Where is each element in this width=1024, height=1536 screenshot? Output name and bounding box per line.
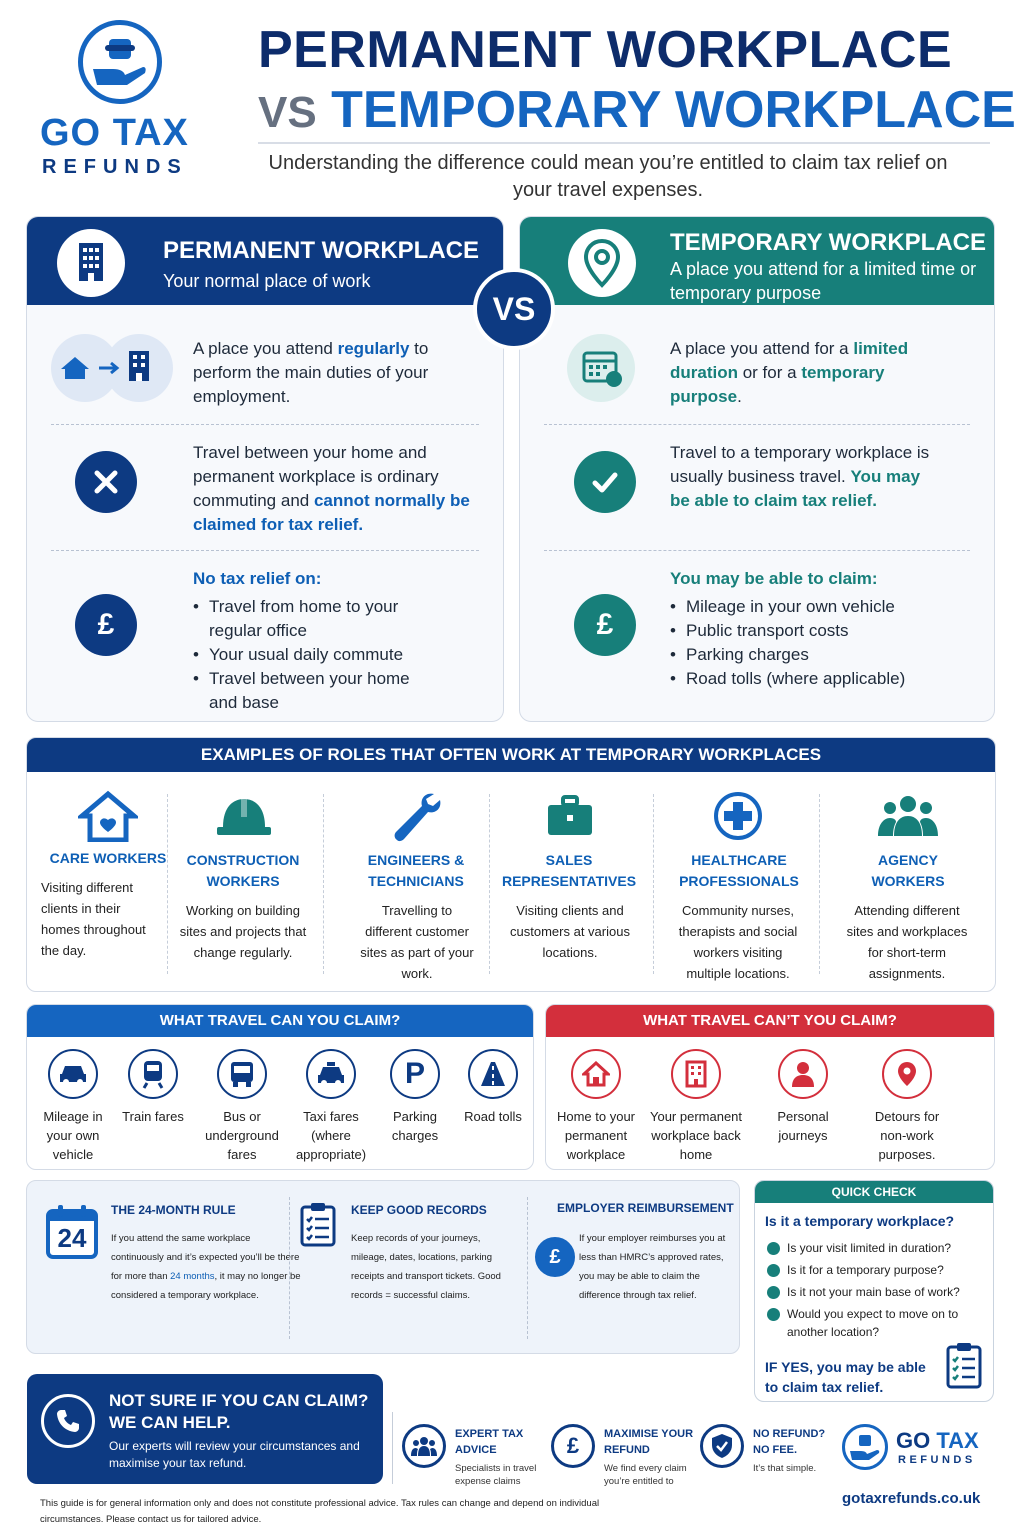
taxi-icon bbox=[306, 1049, 356, 1099]
role-desc: Attending different sites and workplaces for short-term assignments. bbox=[846, 903, 968, 981]
cant-claim-title: WHAT TRAVEL CAN’T YOU CLAIM? bbox=[546, 1005, 994, 1037]
divider bbox=[51, 550, 479, 551]
shield-check-icon bbox=[700, 1424, 744, 1468]
quick-check-item: Is it for a temporary purpose? bbox=[767, 1261, 977, 1279]
bus-icon bbox=[217, 1049, 267, 1099]
feature-title: NO REFUND? NO FEE. bbox=[753, 1428, 826, 1456]
cant-item-label: Your permanent workplace back home bbox=[649, 1109, 743, 1162]
role-sales bbox=[489, 792, 651, 963]
hard-hat-icon bbox=[163, 792, 325, 840]
cant-item-home bbox=[550, 1049, 642, 1164]
cant-item-label: Detours for non-work purposes. bbox=[874, 1109, 940, 1162]
calendar-number: 24 bbox=[57, 1223, 87, 1253]
rule24-title: THE 24-MONTH RULE bbox=[111, 1203, 236, 1217]
people-group-icon bbox=[827, 792, 989, 840]
title-line-2 bbox=[258, 80, 1016, 140]
rule24-body bbox=[111, 1229, 303, 1305]
perm-def-a: A place you attend bbox=[193, 339, 338, 358]
brand-word-refunds: REFUNDS bbox=[898, 1454, 976, 1466]
brand-word-refunds: REFUNDS bbox=[42, 156, 188, 178]
divider bbox=[323, 794, 324, 974]
may-claim-item: • Mileage in your own vehicle bbox=[686, 595, 974, 619]
page-subtitle: Understanding the difference could mean you’re entitled to claim tax relief on your travel expenses. bbox=[268, 152, 948, 201]
vs-badge: VS bbox=[473, 268, 555, 350]
pound-icon: £ bbox=[574, 594, 636, 656]
permanent-title: PERMANENT WORKPLACE bbox=[163, 237, 479, 264]
quick-check-item: Is your visit limited in duration? bbox=[767, 1239, 977, 1257]
website-link[interactable]: gotaxrefunds.co.uk bbox=[842, 1490, 981, 1507]
temp-def-a: A place you attend for a bbox=[670, 339, 854, 358]
temporary-panel bbox=[519, 216, 995, 722]
house-icon bbox=[571, 1049, 621, 1099]
title-divider bbox=[258, 142, 990, 144]
calendar-24-icon bbox=[45, 1203, 99, 1261]
role-engineers bbox=[335, 792, 497, 984]
role-title: HEALTHCARE PROFESSIONALS bbox=[679, 852, 799, 889]
cant-item-label: Home to your permanent workplace bbox=[556, 1109, 636, 1162]
temp-def-b: limited duration bbox=[670, 339, 909, 382]
may-claim-item: • Public transport costs bbox=[686, 619, 974, 643]
brand-word-tax: TAX bbox=[936, 1428, 979, 1453]
brand-word-go: GO bbox=[896, 1428, 931, 1453]
role-desc: Working on building sites and projects that change regularly. bbox=[179, 903, 307, 960]
claim-item-tolls bbox=[459, 1049, 527, 1126]
records-body: Keep records of your journeys, mileage, dates, locations, parking receipts and transport tickets. Good records = successful claims. bbox=[351, 1233, 501, 1301]
footer-logo bbox=[842, 1422, 996, 1472]
rule24-text-a: If you attend the same workplace continuously and it’s expected you’ll be there for more than bbox=[111, 1233, 300, 1282]
perm-commute-a: Travel between your home and permanent workplace is ordinary commuting and bbox=[193, 443, 439, 510]
hand-coins-icon bbox=[78, 20, 162, 104]
temporary-header bbox=[520, 217, 994, 305]
brand-word-tax: TAX bbox=[112, 112, 189, 154]
role-desc: Visiting different clients in their homes throughout the day. bbox=[41, 880, 146, 958]
temp-def-d: temporary purpose bbox=[670, 363, 885, 406]
phone-icon bbox=[41, 1394, 95, 1448]
role-agency bbox=[827, 792, 989, 984]
feature-body: We find every claim you’re entitled to bbox=[604, 1463, 687, 1487]
role-title: ENGINEERS & TECHNICIANS bbox=[367, 852, 465, 889]
examples-title: EXAMPLES OF ROLES THAT OFTEN WORK AT TEMPORARY WORKPLACES bbox=[27, 738, 995, 772]
rules-info-section bbox=[26, 1180, 740, 1354]
permanent-subtitle: Your normal place of work bbox=[163, 271, 371, 291]
reimburse-body: If your employer reimburses you at less than HMRC’s approved rates, you may be able to claim the difference through tax relief. bbox=[579, 1233, 726, 1301]
feature-title: MAXIMISE YOUR REFUND bbox=[604, 1428, 694, 1456]
road-icon bbox=[468, 1049, 518, 1099]
location-pin-icon bbox=[568, 229, 636, 297]
cant-item-workplace bbox=[646, 1049, 746, 1164]
claim-item-train bbox=[119, 1049, 187, 1126]
claim-item-label: Taxi fares (where appropriate) bbox=[295, 1109, 367, 1162]
divider bbox=[544, 550, 970, 551]
quick-check-item: Is it not your main base of work? bbox=[767, 1283, 977, 1301]
checklist-clipboard-icon bbox=[299, 1201, 337, 1247]
temp-def-c: or for a bbox=[738, 363, 802, 382]
cant-claim-section bbox=[545, 1004, 995, 1170]
parking-icon: P bbox=[390, 1049, 440, 1099]
title-vs: VS bbox=[258, 88, 317, 137]
role-construction-workers bbox=[163, 792, 325, 963]
pound-icon: £ bbox=[75, 594, 137, 656]
role-title: AGENCY WORKERS bbox=[871, 852, 945, 889]
claim-item-label: Train fares bbox=[122, 1109, 184, 1124]
quick-check-item: Would you expect to move on to another location? bbox=[767, 1305, 977, 1341]
brand-logo bbox=[30, 20, 220, 180]
divider bbox=[289, 1197, 290, 1339]
car-icon bbox=[48, 1049, 98, 1099]
divider bbox=[527, 1197, 528, 1339]
divider bbox=[51, 424, 479, 425]
role-healthcare bbox=[657, 792, 819, 984]
pound-icon: £ bbox=[535, 1237, 575, 1277]
quick-check-box bbox=[754, 1180, 994, 1402]
person-icon bbox=[778, 1049, 828, 1099]
quick-check-label: QUICK CHECK bbox=[755, 1181, 993, 1203]
train-icon bbox=[128, 1049, 178, 1099]
no-relief-item: • Your usual daily commute bbox=[209, 643, 429, 667]
examples-section bbox=[26, 737, 996, 992]
calendar-clock-icon bbox=[564, 331, 638, 405]
perm-def-c: to perform the main duties of your employment. bbox=[193, 339, 429, 406]
divider bbox=[653, 794, 654, 974]
no-relief-heading: No tax relief on: bbox=[193, 569, 322, 588]
claim-item-label: Road tolls bbox=[464, 1109, 522, 1124]
briefcase-icon bbox=[489, 792, 651, 840]
claim-item-label: Parking charges bbox=[391, 1109, 439, 1143]
divider bbox=[819, 794, 820, 974]
may-claim-item: • Road tolls (where applicable) bbox=[686, 667, 974, 691]
may-claim-item: • Parking charges bbox=[686, 643, 974, 667]
no-relief-item: • Travel from home to your regular office bbox=[209, 595, 429, 643]
claim-item-label: Bus or underground fares bbox=[205, 1109, 279, 1162]
location-pin-icon bbox=[882, 1049, 932, 1099]
permanent-panel bbox=[26, 216, 504, 722]
reimburse-title: EMPLOYER REIMBURSEMENT bbox=[557, 1201, 734, 1215]
perm-commute-b: cannot normally be claimed for tax relief. bbox=[193, 491, 470, 534]
may-claim-heading: You may be able to claim: bbox=[670, 569, 878, 588]
cant-item-detours bbox=[864, 1049, 950, 1164]
building-icon bbox=[671, 1049, 721, 1099]
cant-item-personal bbox=[760, 1049, 846, 1145]
medical-cross-icon bbox=[657, 792, 819, 840]
role-title: SALES REPRESENTATIVES bbox=[501, 852, 637, 889]
disclaimer: This guide is for general information only and does not constitute professional advice. Tax rules can change and depend on individual circumstances. Please contact us for tailored advice. bbox=[40, 1498, 600, 1525]
pound-icon: £ bbox=[551, 1424, 595, 1468]
help-body: Our experts will review your circumstances and maximise your tax refund. bbox=[109, 1439, 360, 1470]
claim-item-taxi bbox=[289, 1049, 373, 1164]
feature-title: EXPERT TAX ADVICE bbox=[455, 1428, 524, 1456]
help-banner bbox=[27, 1374, 383, 1484]
role-desc: Community nurses, therapists and social workers visiting multiple locations. bbox=[678, 903, 798, 981]
wrench-icon bbox=[335, 792, 497, 840]
claim-item-bus bbox=[199, 1049, 285, 1164]
help-title: NOT SURE IF YOU CAN CLAIM? WE CAN HELP. bbox=[109, 1391, 369, 1432]
divider bbox=[544, 424, 970, 425]
quick-check-result: IF YES, you may be able to claim tax relief. bbox=[765, 1359, 926, 1395]
temporary-title: TEMPORARY WORKPLACE bbox=[670, 229, 987, 256]
temp-def-e: . bbox=[737, 387, 742, 406]
feature-body: Specialists in travel expense claims bbox=[455, 1463, 537, 1487]
can-claim-section bbox=[26, 1004, 534, 1170]
feature-body: It’s that simple. bbox=[753, 1463, 817, 1474]
temp-business-a: Travel to a temporary workplace is usually business travel. bbox=[670, 443, 930, 486]
claim-item-label: Mileage in your own vehicle bbox=[43, 1109, 103, 1162]
title-line-1: PERMANENT WORKPLACE bbox=[258, 21, 953, 79]
role-desc: Visiting clients and customers at various locations. bbox=[510, 903, 630, 960]
office-building-icon bbox=[57, 229, 125, 297]
records-title: KEEP GOOD RECORDS bbox=[351, 1203, 487, 1217]
cross-icon bbox=[75, 451, 137, 513]
role-title: CARE WORKERS bbox=[49, 850, 167, 866]
home-to-office-icon bbox=[45, 331, 175, 405]
divider bbox=[392, 1412, 393, 1484]
claim-item-mileage bbox=[35, 1049, 111, 1164]
temp-business-b: You may be able to claim tax relief. bbox=[670, 467, 921, 510]
role-title: CONSTRUCTION WORKERS bbox=[186, 852, 300, 889]
cant-item-label: Personal journeys bbox=[777, 1109, 829, 1143]
clipboard-check-icon bbox=[945, 1341, 983, 1389]
check-icon bbox=[574, 451, 636, 513]
people-group-icon bbox=[402, 1424, 446, 1468]
rule24-text-b: 24 months bbox=[170, 1271, 215, 1282]
permanent-header bbox=[27, 217, 503, 305]
role-desc: Travelling to different customer sites as part of your work. bbox=[360, 903, 474, 981]
quick-check-heading: Is it a temporary workplace? bbox=[765, 1213, 955, 1229]
hand-coins-icon bbox=[842, 1424, 888, 1470]
temporary-subtitle: A place you attend for a limited time or temporary purpose bbox=[670, 259, 977, 303]
can-claim-title: WHAT TRAVEL CAN YOU CLAIM? bbox=[27, 1005, 533, 1037]
no-relief-item: • Travel between your home and base bbox=[209, 667, 429, 715]
rule24-text-c: , it may no longer be considered a temporary workplace. bbox=[111, 1271, 301, 1301]
perm-def-b: regularly bbox=[337, 339, 410, 358]
brand-word-go: GO bbox=[40, 112, 102, 154]
title-temporary: TEMPORARY WORKPLACE bbox=[331, 81, 1016, 139]
claim-item-parking bbox=[381, 1049, 449, 1145]
